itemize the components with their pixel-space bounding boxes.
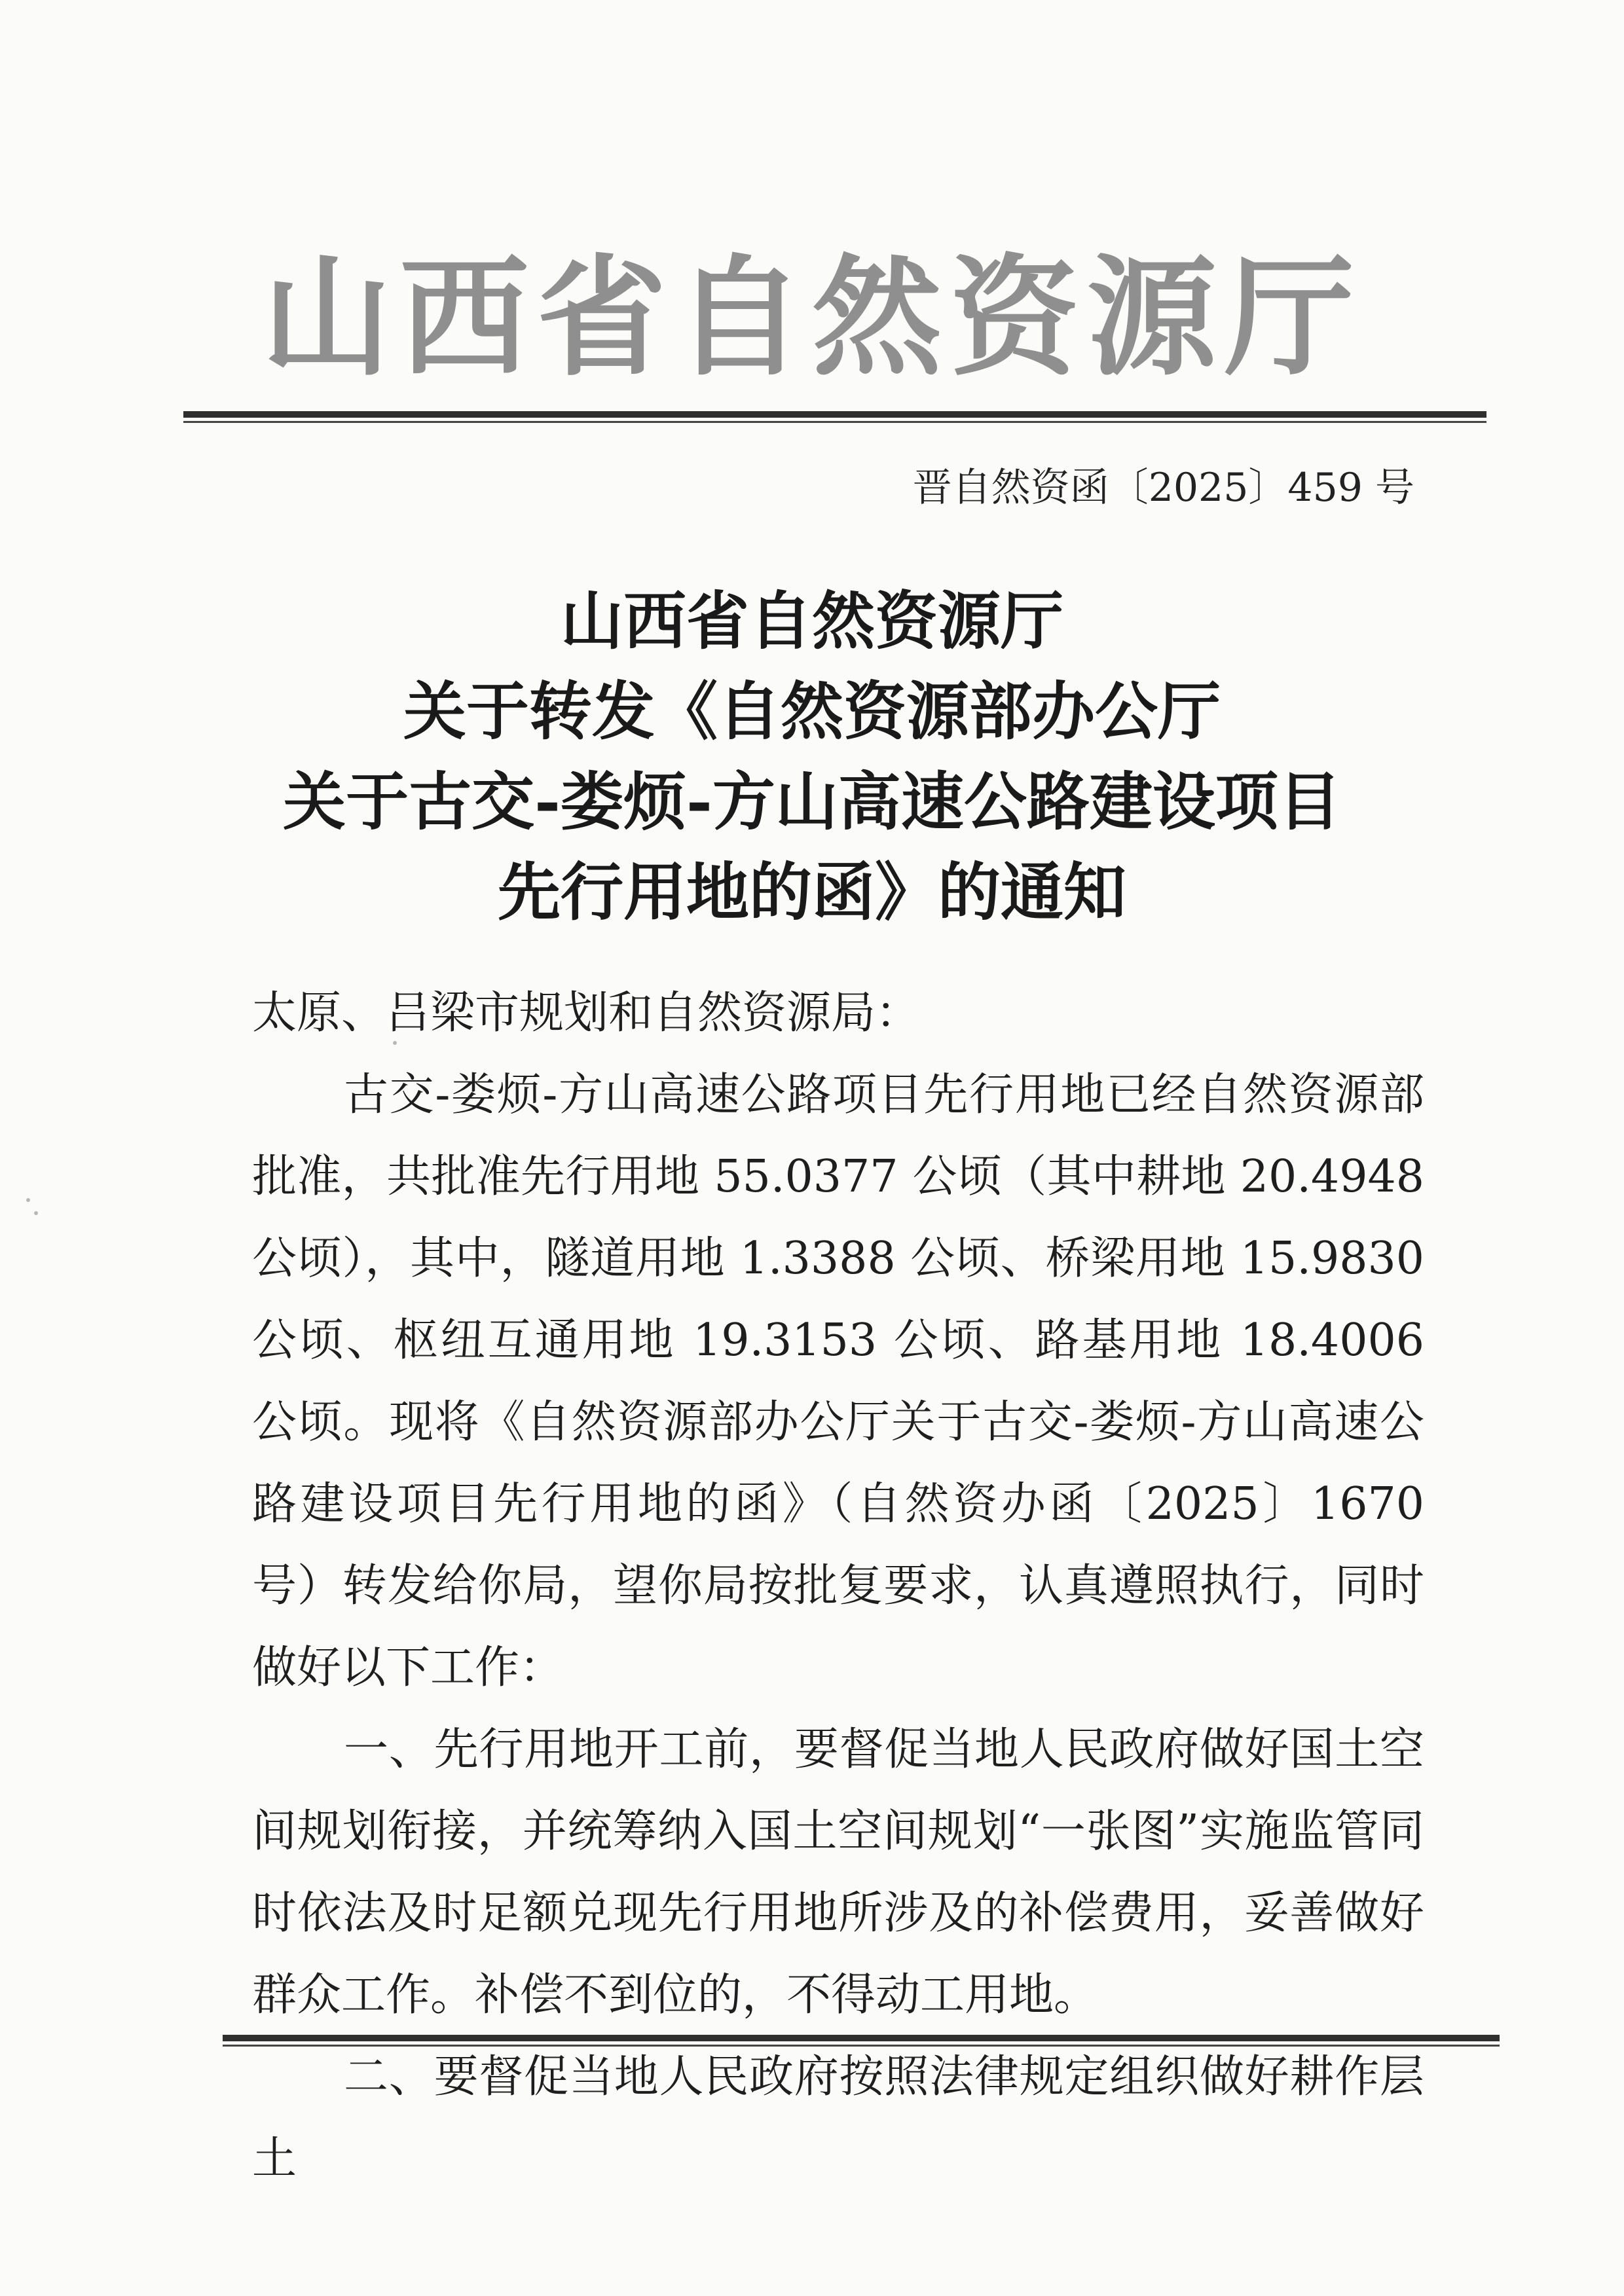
notice-title: [196, 576, 1428, 938]
body-paragraph-intro: 古交-娄烦-方山高速公路项目先行用地已经自然资源部批准，共批准先行用地 55.0377 公顷（其中耕地 20.4948 公顷），其中，隧道用地 1.3388 公顷、桥梁用地 15.9830 公顷、枢纽互通用地 19.3153 公顷、路基用地 18.4006 公顷。现将《自然资源部办公厅关于古交-娄烦-方山高速公路建设项目先行用地的函》（自然资办函〔2025〕1670 号）转发给你局，望你局按批复要求，认真遵照执行，同时做好以下工作：: [252, 1069, 1424, 1694]
body-paragraph-item-1: 一、先行用地开工前，要督促当地人民政府做好国土空间规划衔接，并统筹纳入国土空间规划“一张图”实施监管同时依法及时足额兑现先行用地所涉及的补偿费用，妥善做好群众工作。补偿不到位的，不得动工用地。: [252, 1724, 1424, 2021]
notice-body: [252, 972, 1424, 2200]
scan-speck: [26, 1198, 30, 1202]
notice-title-line: 山西省自然资源厅: [561, 584, 1063, 658]
scan-speck: [393, 1041, 397, 1045]
scan-speck: [34, 1211, 38, 1215]
document-number: 晋自然资函〔2025〕459 号: [912, 465, 1414, 511]
letterhead-agency-name: 山西省自然资源厅: [262, 241, 1362, 393]
body-paragraph-item-2: 二、要督促当地人民政府按照法律规定组织做好耕作层土: [252, 2051, 1424, 2185]
notice-title-line: 关于转发《自然资源部办公厅: [403, 674, 1221, 748]
notice-title-line: 先行用地的函》的通知: [498, 855, 1126, 929]
footer-divider: [223, 2035, 1500, 2047]
notice-title-line: 关于古交-娄烦-方山高速公路建设项目: [283, 765, 1341, 839]
letterhead-divider: [183, 411, 1486, 423]
salutation: 太原、吕梁市规划和自然资源局：: [252, 987, 921, 1039]
